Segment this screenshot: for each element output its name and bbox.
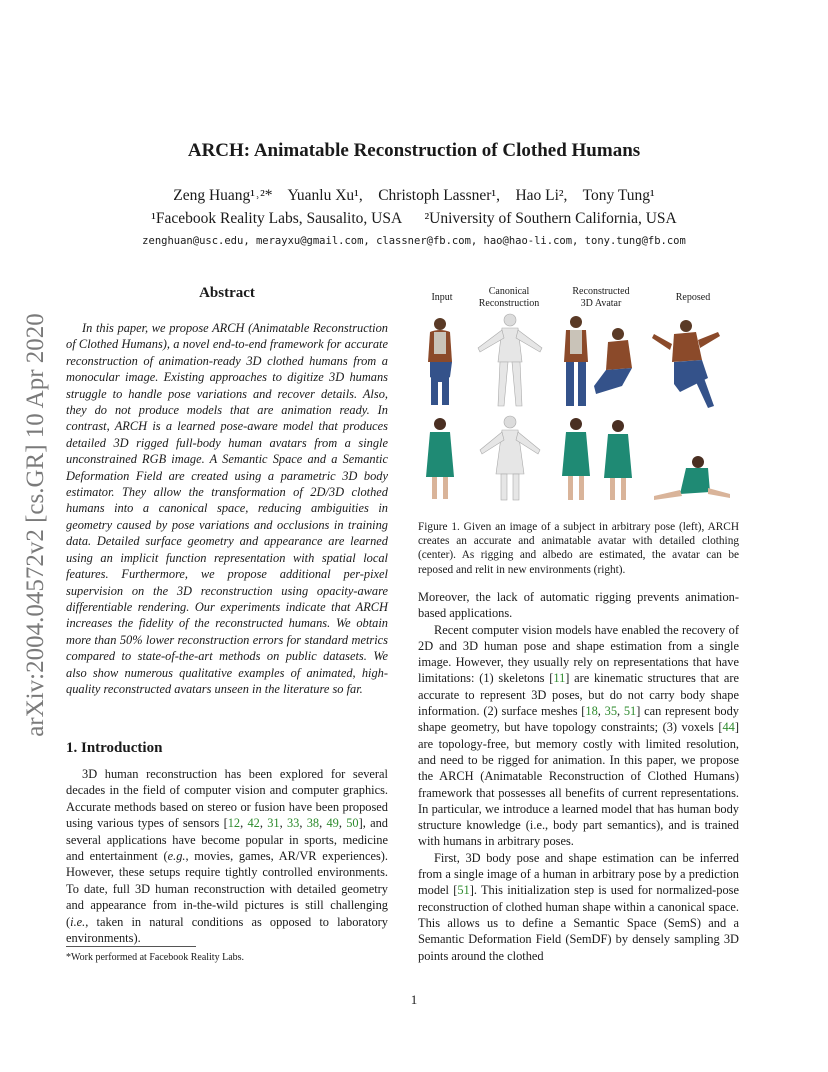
paragraph — [418, 850, 739, 964]
citation-link[interactable]: 12 — [227, 816, 241, 831]
page-number: 1 — [410, 992, 418, 1007]
figure-renderings — [418, 282, 739, 510]
author-emails: zenghuan@usc.edu, merayxu@gmail.com, classner@fb.com, hao@hao-li.com, tony.tung@fb.com — [142, 235, 686, 247]
paragraph: Moreover, the lack of automatic rigging prevents animation-based applications. — [418, 590, 739, 621]
footnote-rule — [66, 946, 196, 947]
introduction-heading: 1. Introduction — [66, 740, 163, 756]
figure-label-input: Input — [431, 292, 453, 303]
figure-label-reposed: Reposed — [675, 292, 711, 303]
text-run: First, 3D body pose and shape estimation can be inferred from a single image of a human in arbitrary pose by a prediction model [ — [418, 850, 739, 898]
citation-link[interactable]: 50 — [346, 816, 359, 831]
text-run: ] can represent body shape geometry, but have topology constraints; (3) voxels [ — [418, 704, 739, 735]
paragraph: Recent computer vision models have enabled the recovery of 2D and 3D human pose and shape estimation from a single image. However, they usually rely on representations that have limitations: (1) skeletons [11] are kinematic structures that are accurate to represent 3D poses, but do not carry body shape information. (2) surface meshes [18, 35, 51] can represent body shape geometry, but have topology constraints; (3) voxels [44] are topology-free, but memory costly with limited resolution, and need to be rigged for animation. In this paper, we propose the ARCH (Animatable Reconstruction of Clothed Humans) framework that possesses all benefits of current representations. In particular, we introduce a learned model that has human body structure knowledge (i.e., body part semantics), and is trained with humans in arbitrary poses. — [418, 622, 739, 849]
reposed-avatar-man — [652, 320, 720, 408]
citation-link[interactable]: 31 — [267, 816, 280, 831]
citation-link[interactable]: 51 — [623, 704, 637, 719]
text-run: ]. This initialization step is used for normalized-pose reconstruction of clothed human shape within a canonical space. This allows us to define a Semantic Space (SemS) and a Semantic Deformation Field (SemDF) by densely sampling 3D points around the clothed — [418, 883, 739, 963]
citation-link[interactable]: 49 — [326, 816, 339, 831]
footnote: *Work performed at Facebook Reality Labs. — [66, 952, 245, 963]
reconstructed-avatar-man — [564, 316, 632, 406]
introduction-paragraph: 3D human reconstruction has been explored for several decades in the field of computer vision and computer graphics. Accurate methods based on stereo or fusion have been proposed using various types of sensors [12, 42, 31, 33, 38, 49, 50], and several applications have become popular in sports, medicine and entertainment (e.g., movies, games, AR/VR experiences). However, these setups require tightly controlled environments. To date, full 3D human reconstruction with detailed geometry and appearance from in-the-wild pictures is still challenging (i.e., taken in natural conditions as opposed to laboratory environments). — [66, 767, 388, 946]
input-photo-man — [428, 318, 452, 405]
reconstructed-avatar-woman — [562, 418, 632, 500]
text-run: 3D human reconstruction has been explored for several decades in the field of computer vision and computer graphics. Accurate methods based on stereo or fusion have been proposed using various types of sensors [ — [66, 767, 388, 831]
abstract-heading: Abstract — [199, 285, 255, 301]
text-run: e.g. — [167, 849, 186, 864]
citation-link[interactable]: 33 — [286, 816, 300, 831]
text-run: , taken in natural conditions as opposed to laboratory environments). — [66, 914, 388, 946]
citation-link[interactable]: 44 — [722, 720, 735, 735]
input-photo-woman — [426, 418, 454, 499]
affiliations: ¹Facebook Reality Labs, Sausalito, USA ²University of Southern California, USA — [151, 210, 677, 227]
text-run: ] are kinematic structures that are accurate to represent 3D poses, but do not carry body shape information. (2) surface meshes [ — [418, 671, 739, 719]
abstract-text: In this paper, we propose ARCH (Animatable Reconstruction of Clothed Humans), a novel end-to-end framework for accurate reconstruction of animation-ready 3D clothed humans from a monocular image. Existing approaches to digitize 3D humans struggle to handle pose variations and recover details. Also, they do not produce models that are animation ready. In contrast, ARCH is a learned pose-aware model that produces detailed 3D rigged full-body human avatars from a single unconstrained RGB image. A Semantic Space and a Semantic Deformation Field are created using a parametric 3D body estimator. They allow the transformation of 2D/3D clothed humans into a canonical space, reducing ambiguities in geometry caused by pose variations and occlusions in training data. Detailed surface geometry and appearance are learned using an implicit function representation with spatial local features. Furthermore, we propose additional per-pixel supervision on the 3D reconstruction using opacity-aware differentiable rendering. Our experiments indicate that ARCH increases the fidelity of the reconstructed humans. We obtain more than 50% lower reconstruction errors for standard metrics compared to state-of-the-art methods on public datasets. We also show numerous qualitative examples of animated, high-quality reconstructed avatars unseen in the literature so far. — [66, 321, 388, 696]
figure-1 — [418, 282, 739, 510]
figure-label-reconstructed: Reconstructed 3D Avatar — [572, 286, 630, 309]
citation-link[interactable]: 51 — [457, 883, 470, 898]
text-run: Recent computer vision models have enabled the recovery of 2D and 3D human pose and shape estimation from a single image. However, they usually rely on representations that have limitations: (1) skeletons [ — [418, 622, 739, 686]
paper-title: ARCH: Animatable Reconstruction of Clothed Humans — [187, 140, 641, 161]
canonical-mesh-man — [478, 314, 542, 406]
canonical-mesh-woman — [480, 416, 540, 500]
text-run: , movies, games, AR/VR experiences). However, these setups require tightly controlled environments. To date, full 3D human reconstruction with detailed geometry and appearance from in-the-wild pictures is still challenging ( — [66, 849, 388, 929]
citation-link[interactable]: 38 — [306, 816, 320, 831]
citation-link[interactable]: 42 — [247, 816, 260, 831]
citation-link[interactable]: 11 — [553, 671, 566, 686]
citation-link[interactable]: 18 — [585, 704, 598, 719]
text-run: i.e. — [70, 914, 86, 929]
figure-label-canonical: Canonical Reconstruction — [478, 286, 540, 309]
text-run: ], and several applications have become popular in sports, medicine and entertainment ( — [66, 816, 388, 864]
author-list: Zeng Huang¹˒²* Yuanlu Xu¹, Christoph Lassner¹, Hao Li², Tony Tung¹ — [173, 187, 655, 204]
citation-link[interactable]: 35 — [604, 704, 618, 719]
reposed-avatar-woman — [654, 456, 730, 500]
figure-1-caption: Figure 1. Given an image of a subject in arbitrary pose (left), ARCH creates an accurate and animatable avatar with detailed clothing (center). As rigging and albedo are estimated, the avatar can be reposed and relit in new environments (right). — [418, 521, 739, 576]
arxiv-stamp: arXiv:2004.04572v2 [cs.GR] 10 Apr 2020 — [22, 313, 49, 737]
text-run: ] are topology-free, but memory costly with limited resolution, and need to be rigged for animation. In this paper, we propose the ARCH (Animatable Reconstruction of Clothed Humans) framework that possesses all benefits of current representations. In particular, we introduce a learned model that has human body structure knowledge (i.e., body part semantics), and is trained with humans in arbitrary poses. — [418, 720, 739, 849]
right-column-body — [418, 589, 739, 964]
